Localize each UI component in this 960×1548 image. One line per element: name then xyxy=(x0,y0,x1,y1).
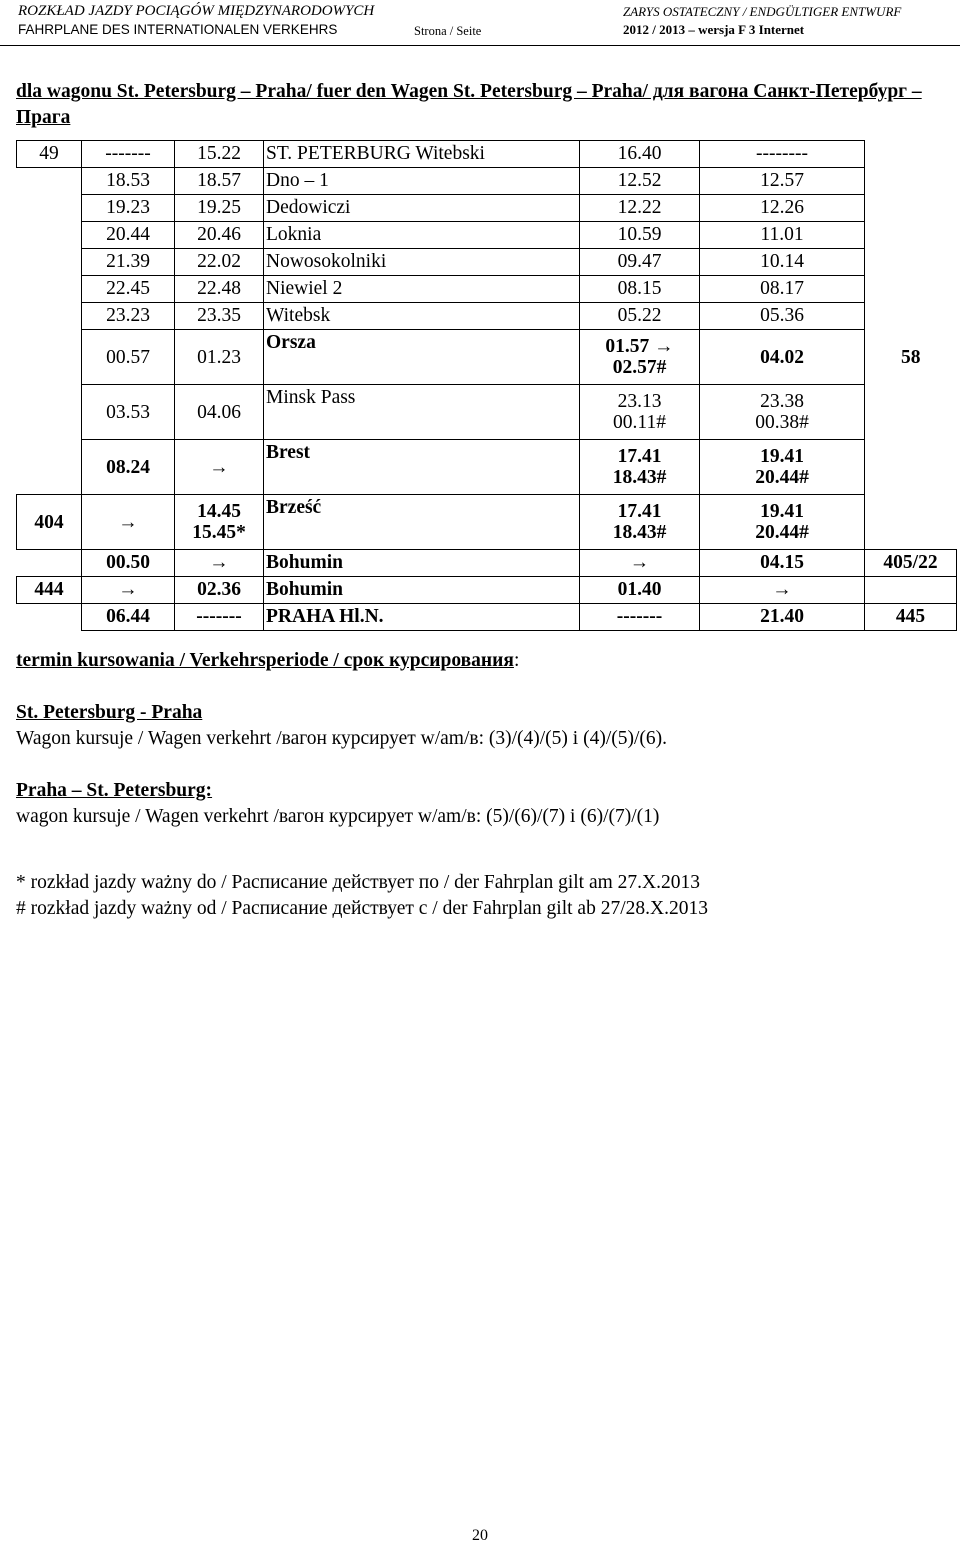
header-divider xyxy=(0,45,960,46)
table-row xyxy=(17,249,957,276)
header-page-label: Strona / Seite xyxy=(414,24,482,38)
return-train-number: 445 xyxy=(865,604,957,631)
departure-time: 18.57 xyxy=(175,168,264,195)
header-version: 2012 / 2013 – wersja F 3 Internet xyxy=(623,22,805,37)
table-row xyxy=(17,385,957,440)
train-number xyxy=(17,249,82,276)
return-train-number xyxy=(865,168,957,195)
train-number xyxy=(17,195,82,222)
station-name: Nowosokolniki xyxy=(264,249,580,276)
arrival-time: 20.44 xyxy=(82,222,175,249)
return-train-number xyxy=(865,495,957,550)
return-train-number xyxy=(865,195,957,222)
return-departure-time: 21.40 xyxy=(700,604,865,631)
station-name: Dedowiczi xyxy=(264,195,580,222)
train-number: 49 xyxy=(17,141,82,168)
return-departure-time: 04.15 xyxy=(700,550,865,577)
direction-2-label: Praha – St. Petersburg: xyxy=(16,780,213,801)
return-arrival-time: ------- xyxy=(580,604,700,631)
footnote-hash: # rozkład jazdy ważny od / Расписание действует с / der Fahrplan gilt ab 27/28.X.2013 xyxy=(16,898,708,919)
arrival-time: → xyxy=(82,577,175,604)
station-name: Brest xyxy=(264,440,580,495)
return-arrival-time: 10.59 xyxy=(580,222,700,249)
arrival-time: 03.53 xyxy=(82,385,175,440)
table-row xyxy=(17,303,957,330)
departure-time: 01.23 xyxy=(175,330,264,385)
return-arrival-time: 08.15 xyxy=(580,276,700,303)
train-number xyxy=(17,330,82,385)
return-arrival-time: 09.47 xyxy=(580,249,700,276)
arrival-time: 08.24 xyxy=(82,440,175,495)
train-number: 404 xyxy=(17,495,82,550)
departure-time: 02.36 xyxy=(175,577,264,604)
station-name: Witebsk xyxy=(264,303,580,330)
train-number xyxy=(17,276,82,303)
departure-time: → xyxy=(175,440,264,495)
train-number xyxy=(17,385,82,440)
table-row xyxy=(17,577,957,604)
table-row xyxy=(17,330,957,385)
table-row xyxy=(17,550,957,577)
period-heading xyxy=(16,648,946,674)
notes-section xyxy=(16,648,946,922)
return-arrival-time: 23.13 00.11# xyxy=(580,385,700,440)
table-row xyxy=(17,141,957,168)
train-number xyxy=(17,222,82,249)
train-number: 444 xyxy=(17,577,82,604)
station-name: Brześć xyxy=(264,495,580,550)
arrival-time: 00.50 xyxy=(82,550,175,577)
timetable xyxy=(16,140,957,631)
table-row xyxy=(17,276,957,303)
table-row xyxy=(17,604,957,631)
section-title: dla wagonu St. Petersburg – Praha/ fuer den Wagen St. Petersburg – Praha/ для вагона Санкт-Петербург – Прага xyxy=(16,81,922,128)
page-number: 20 xyxy=(472,1527,488,1544)
station-name: Minsk Pass xyxy=(264,385,580,440)
station-name: Orsza xyxy=(264,330,580,385)
return-train-number xyxy=(865,577,957,604)
arrival-time: → xyxy=(82,495,175,550)
header-title-de: FAHRPLANE DES INTERNATIONALEN VERKEHRS xyxy=(18,22,338,37)
arrival-time: 23.23 xyxy=(82,303,175,330)
return-arrival-time: 17.41 18.43# xyxy=(580,495,700,550)
return-train-number xyxy=(865,276,957,303)
station-name: Niewiel 2 xyxy=(264,276,580,303)
arrival-time: 00.57 xyxy=(82,330,175,385)
arrival-time: 18.53 xyxy=(82,168,175,195)
departure-time: 14.45 15.45* xyxy=(175,495,264,550)
return-departure-time: 10.14 xyxy=(700,249,865,276)
return-train-number: 405/22 xyxy=(865,550,957,577)
departure-time: 19.25 xyxy=(175,195,264,222)
direction-1-label: St. Petersburg - Praha xyxy=(16,702,203,723)
return-train-number xyxy=(865,141,957,168)
station-name: Bohumin xyxy=(264,577,580,604)
direction-2-text: wagon kursuje / Wagen verkehrt /вагон курсирует w/am/в: (5)/(6)/(7) i (6)/(7)/(1) xyxy=(16,806,660,827)
train-number xyxy=(17,303,82,330)
train-number xyxy=(17,550,82,577)
header-title-pl: ROZKŁAD JAZDY POCIĄGÓW MIĘDZYNARODOWYCH xyxy=(18,3,375,19)
arrival-time: 06.44 xyxy=(82,604,175,631)
return-arrival-time: → xyxy=(580,550,700,577)
train-number xyxy=(17,440,82,495)
return-train-number: 58 xyxy=(901,346,921,368)
return-train-number xyxy=(865,303,957,330)
return-train-number xyxy=(865,222,957,249)
period-colon: : xyxy=(513,650,520,671)
station-name: Bohumin xyxy=(264,550,580,577)
table-row xyxy=(17,222,957,249)
return-departure-time: 11.01 xyxy=(700,222,865,249)
arrival-time: 19.23 xyxy=(82,195,175,222)
return-departure-time: 05.36 xyxy=(700,303,865,330)
return-departure-time: 08.17 xyxy=(700,276,865,303)
arrival-time: 22.45 xyxy=(82,276,175,303)
departure-time: ------- xyxy=(175,604,264,631)
return-departure-time: 19.41 20.44# xyxy=(700,440,865,495)
return-arrival-time: 17.41 18.43# xyxy=(580,440,700,495)
return-arrival-time: 01.57 → 02.57# xyxy=(580,330,700,385)
return-arrival-time: 16.40 xyxy=(580,141,700,168)
return-departure-time: -------- xyxy=(700,141,865,168)
return-train-number xyxy=(865,440,957,495)
return-train-number xyxy=(865,249,957,276)
departure-time: 23.35 xyxy=(175,303,264,330)
station-name: PRAHA Hl.N. xyxy=(264,604,580,631)
return-arrival-time: 05.22 xyxy=(580,303,700,330)
departure-time: 15.22 xyxy=(175,141,264,168)
departure-time: 22.48 xyxy=(175,276,264,303)
table-row xyxy=(17,195,957,222)
table-row xyxy=(17,440,957,495)
departure-time: → xyxy=(175,550,264,577)
station-name: Loknia xyxy=(264,222,580,249)
departure-time: 04.06 xyxy=(175,385,264,440)
return-departure-time: 04.02 xyxy=(700,330,865,385)
departure-time: 22.02 xyxy=(175,249,264,276)
direction-1-text: Wagon kursuje / Wagen verkehrt /вагон курсирует w/am/в: (3)/(4)/(5) i (4)/(5)/(6). xyxy=(16,728,668,749)
return-arrival-time: 12.52 xyxy=(580,168,700,195)
arrival-time: ------- xyxy=(82,141,175,168)
table-row xyxy=(17,495,957,550)
return-departure-time: 23.38 00.38# xyxy=(700,385,865,440)
arrival-time: 21.39 xyxy=(82,249,175,276)
train-number xyxy=(17,604,82,631)
return-departure-time: 19.41 20.44# xyxy=(700,495,865,550)
station-name: Dno – 1 xyxy=(264,168,580,195)
footnote-asterisk: * rozkład jazdy ważny do / Расписание действует по / der Fahrplan gilt am 27.X.2013 xyxy=(16,872,700,893)
return-arrival-time: 01.40 xyxy=(580,577,700,604)
page-header xyxy=(0,0,960,46)
return-arrival-time: 12.22 xyxy=(580,195,700,222)
train-number xyxy=(17,168,82,195)
return-departure-time: 12.57 xyxy=(700,168,865,195)
header-status: ZARYS OSTATECZNY / ENDGÜLTIGER ENTWURF xyxy=(623,4,902,19)
station-name: ST. PETERBURG Witebski xyxy=(264,141,580,168)
return-train-number xyxy=(865,385,957,440)
departure-time: 20.46 xyxy=(175,222,264,249)
return-departure-time: → xyxy=(700,577,865,604)
table-row xyxy=(17,168,957,195)
period-label: termin kursowania / Verkehrsperiode / срок курсирования xyxy=(16,650,514,671)
return-departure-time: 12.26 xyxy=(700,195,865,222)
